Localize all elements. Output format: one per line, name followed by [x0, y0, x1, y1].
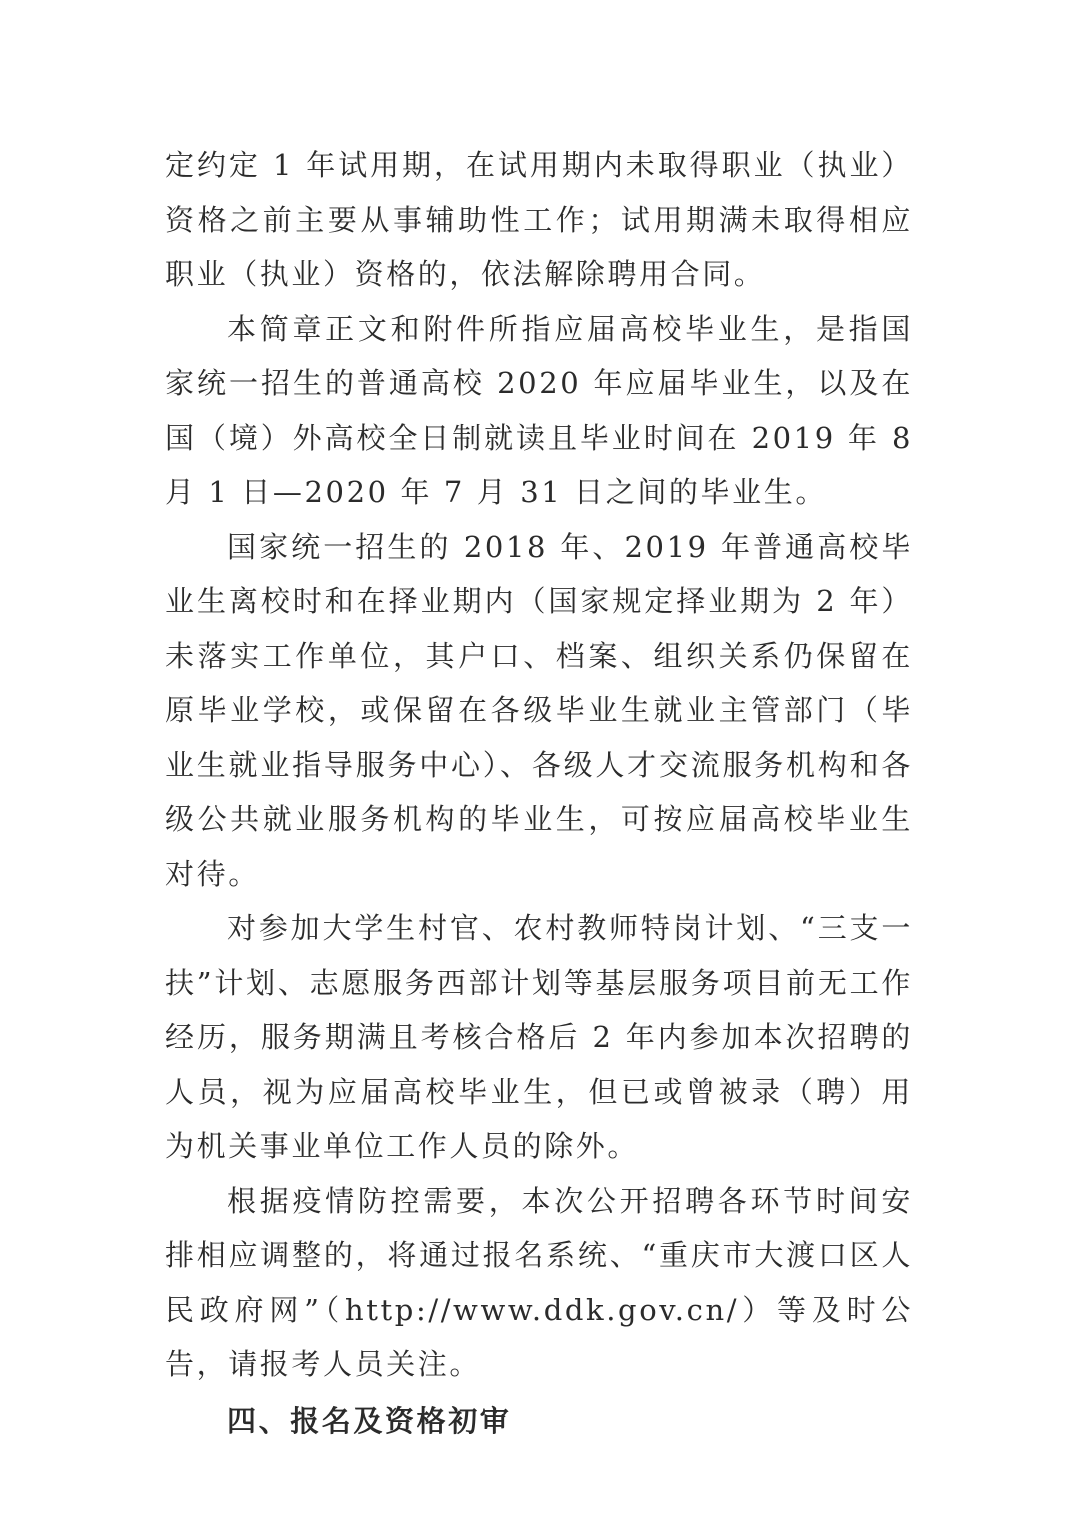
paragraph-previous-graduates: 国家统一招生的 2018 年、2019 年普通高校毕业生离校时和在择业期内（国家规定择业期为 2 年）未落实工作单位，其户口、档案、组织关系仍保留在原毕业学校，或保留在各级毕业生就业主管部门（毕业生就业指导服务中心）、各级人才交流服务机构和各级公共就业服务机构的毕业生，可按应届高校毕业生对待。 — [165, 529, 913, 891]
paragraph-epidemic-notice: 根据疫情防控需要，本次公开招聘各环节时间安排相应调整的，将通过报名系统、“重庆市大渡口区人民政府网”（http://www.ddk.gov.cn/）等及时公告，请报考人员关注。 — [165, 1183, 913, 1381]
section-heading-registration: 四、报名及资格初审 — [227, 1403, 512, 1438]
document-body — [165, 138, 913, 1448]
paragraph-probation: 定约定 1 年试用期，在试用期内未取得职业（执业）资格之前主要从事辅助性工作；试用期满未取得相应职业（执业）资格的，依法解除聘用合同。 — [165, 148, 913, 291]
paragraph-graduate-definition: 本简章正文和附件所指应届高校毕业生，是指国家统一招生的普通高校 2020 年应届毕业生，以及在国（境）外高校全日制就读且毕业时间在 2019 年 8 月 1 日—2020 年 7 月 31 日之间的毕业生。 — [165, 311, 913, 509]
paragraph-grassroots-service: 对参加大学生村官、农村教师特岗计划、“三支一扶”计划、志愿服务西部计划等基层服务项目前无工作经历，服务期满且考核合格后 2 年内参加本次招聘的人员，视为应届高校毕业生，但已或曾被录（聘）用为机关事业单位工作人员的除外。 — [165, 911, 913, 1163]
